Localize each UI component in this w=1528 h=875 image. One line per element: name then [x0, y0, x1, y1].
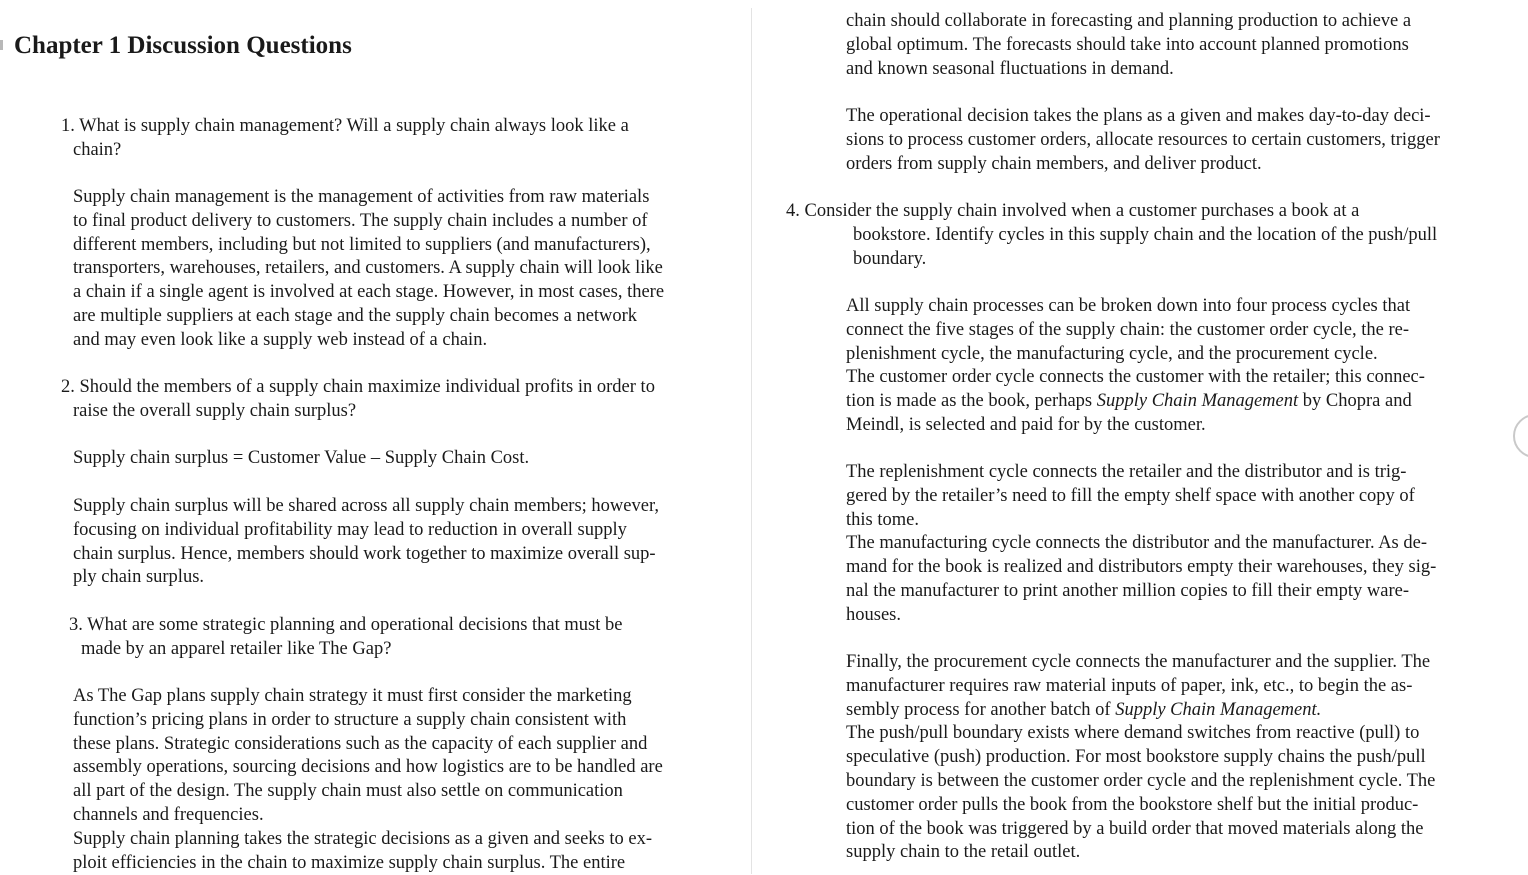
- chapter-heading: Chapter 1 Discussion Questions: [14, 32, 352, 59]
- answer-4-procurement: [846, 651, 1435, 865]
- answer-4-procurement-line: [846, 699, 1435, 723]
- answer-2-formula-line: Supply chain surplus = Customer Value – Supply Chain Cost.: [73, 448, 530, 468]
- answer-4-replenishment-line: houses.: [846, 604, 901, 625]
- question-2: [61, 376, 655, 424]
- answer-1-line: different members, including but not limited to suppliers (and manufacturers),: [73, 234, 651, 255]
- question-3-line: 3. What are some strategic planning and operational decisions that must be: [69, 615, 623, 635]
- answer-4-replenishment-line: The manufacturing cycle connects the distributor and the manufacturer. As de-: [846, 533, 1427, 554]
- answer-4-replenishment: [846, 461, 1436, 628]
- answer-3-operational-line: sions to process customer orders, allocate resources to certain customers, trigger: [846, 129, 1440, 150]
- page-divider: [751, 8, 752, 874]
- question-4: [786, 200, 1437, 271]
- answer-3-line: As The Gap plans supply chain strategy it must first consider the marketing: [73, 686, 632, 706]
- answer-2-line: ply chain surplus.: [73, 567, 205, 588]
- book-title-italic: Supply Chain Management: [1096, 391, 1299, 412]
- answer-4-procurement-line: Finally, the procurement cycle connects the manufacturer and the supplier. The: [846, 652, 1431, 672]
- book-title-italic: Supply Chain Management.: [1115, 699, 1322, 720]
- question-1: [61, 115, 629, 163]
- answer-4-replenishment-line: this tome.: [846, 509, 919, 530]
- answer-3-continued: [846, 10, 1411, 81]
- answer-3: [73, 685, 663, 875]
- question-2-line: 2. Should the members of a supply chain maximize individual profits in order to: [61, 377, 655, 397]
- answer-4-replenishment-line: nal the manufacturer to print another million copies to fill their empty ware-: [846, 580, 1410, 601]
- question-4-line: 4. Consider the supply chain involved when a customer purchases a book at a: [786, 201, 1360, 221]
- answer-3-line: these plans. Strategic considerations such as the capacity of each supplier and: [73, 733, 648, 754]
- answer-3-operational-line: The operational decision takes the plans as a given and makes day-to-day deci-: [846, 106, 1431, 126]
- answer-3-continued-line: and known seasonal fluctuations in demand.: [846, 58, 1174, 79]
- answer-4-cycles-line: [846, 390, 1425, 414]
- question-3-line: made by an apparel retailer like The Gap?: [81, 638, 392, 659]
- question-4-line: bookstore. Identify cycles in this supply chain and the location of the push/pull: [853, 224, 1438, 245]
- answer-1-line: Supply chain management is the management of activities from raw materials: [73, 187, 650, 207]
- answer-2-formula: [73, 447, 529, 471]
- answer-3-continued-line: chain should collaborate in forecasting and planning production to achieve a: [846, 11, 1412, 31]
- answer-4-cycles: [846, 295, 1425, 438]
- answer-1-line: a chain if a single agent is involved at each stage. However, in most cases, there: [73, 282, 665, 303]
- answer-4-cycles-text: tion is made as the book, perhaps: [846, 391, 1097, 412]
- answer-4-procurement-line: supply chain to the retail outlet.: [846, 842, 1081, 863]
- answer-4-replenishment-line: mand for the book is realized and distributors empty their warehouses, they sig-: [846, 557, 1437, 578]
- answer-4-procurement-line: tion of the book was triggered by a build order that moved materials along the: [846, 818, 1424, 839]
- answer-3-line: channels and frequencies.: [73, 804, 264, 825]
- answer-4-procurement-line: customer order pulls the book from the bookstore shelf but the initial produc-: [846, 794, 1419, 815]
- answer-3-operational-line: orders from supply chain members, and deliver product.: [846, 153, 1262, 174]
- answer-3-continued-line: global optimum. The forecasts should take into account planned promotions: [846, 34, 1409, 55]
- question-1-line: 1. What is supply chain management? Will a supply chain always look like a: [61, 116, 629, 136]
- answer-2: [73, 495, 659, 590]
- answer-4-cycles-line: plenishment cycle, the manufacturing cycle, and the procurement cycle.: [846, 343, 1378, 364]
- answer-4-procurement-line: speculative (push) production. For most bookstore supply chains the push/pull: [846, 747, 1426, 768]
- answer-4-cycles-line: All supply chain processes can be broken down into four process cycles that: [846, 296, 1411, 316]
- answer-3-line: Supply chain planning takes the strategic decisions as a given and seeks to ex-: [73, 828, 653, 849]
- answer-3-line: all part of the design. The supply chain must also settle on communication: [73, 781, 623, 802]
- answer-1-line: transporters, warehouses, retailers, and customers. A supply chain will look like: [73, 258, 663, 279]
- answer-3-line: assembly operations, sourcing decisions and how logistics are to be handled are: [73, 757, 663, 778]
- answer-3-operational: [846, 105, 1440, 176]
- answer-4-procurement-line: boundary is between the customer order cycle and the replenishment cycle. The: [846, 770, 1436, 791]
- question-3: [69, 614, 622, 662]
- answer-1: [73, 186, 664, 353]
- answer-1-line: are multiple suppliers at each stage and the supply chain becomes a network: [73, 305, 638, 326]
- answer-4-cycles-line: The customer order cycle connects the customer with the retailer; this connec-: [846, 367, 1425, 388]
- answer-4-procurement-line: The push/pull boundary exists where demand switches from reactive (pull) to: [846, 723, 1420, 744]
- answer-4-cycles-text: by Chopra and: [1298, 391, 1412, 412]
- answer-2-line: Supply chain surplus will be shared across all supply chain members; however,: [73, 496, 659, 516]
- answer-4-cycles-line: connect the five stages of the supply chain: the customer order cycle, the re-: [846, 319, 1410, 340]
- question-4-line: boundary.: [853, 248, 927, 269]
- answer-4-procurement-text: sembly process for another batch of: [846, 699, 1116, 720]
- answer-3-line: ploit efficiencies in the chain to maximize supply chain surplus. The entire: [73, 852, 626, 873]
- answer-3-line: function’s pricing plans in order to structure a supply chain consistent with: [73, 709, 627, 730]
- question-2-line: raise the overall supply chain surplus?: [73, 400, 357, 421]
- answer-4-procurement-line: manufacturer requires raw material inputs of paper, ink, etc., to begin the as-: [846, 675, 1413, 696]
- question-1-line: chain?: [73, 139, 122, 160]
- answer-1-line: to final product delivery to customers. The supply chain includes a number of: [73, 210, 648, 231]
- answer-4-replenishment-line: gered by the retailer’s need to fill the empty shelf space with another copy of: [846, 485, 1415, 506]
- left-edge-marker: [0, 40, 3, 50]
- answer-2-line: chain surplus. Hence, members should work together to maximize overall sup-: [73, 543, 656, 564]
- answer-2-line: focusing on individual profitability may lead to reduction in overall supply: [73, 519, 627, 540]
- answer-4-cycles-line: Meindl, is selected and paid for by the customer.: [846, 414, 1206, 435]
- answer-4-replenishment-line: The replenishment cycle connects the retailer and the distributor and is trig-: [846, 462, 1407, 482]
- answer-1-line: and may even look like a supply web instead of a chain.: [73, 329, 488, 350]
